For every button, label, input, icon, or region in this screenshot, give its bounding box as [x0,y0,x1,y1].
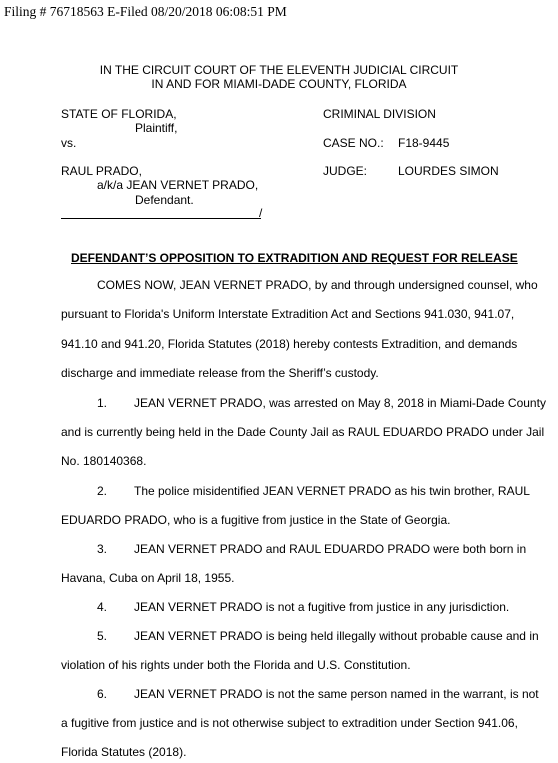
paragraph-line: JEAN VERNET PRADO is not a fugitive from justice in any jurisdiction. [134,600,510,614]
case-number-value: F18-9445 [398,136,450,150]
paragraph-line: The police misidentified JEAN VERNET PRADO as his twin brother, RAUL [134,484,530,498]
intro-line: pursuant to Florida's Uniform Interstate Extradition Act and Sections 941.030, 941.07, [61,307,515,321]
defendant-role: Defendant. [135,193,194,207]
paragraph-line: JEAN VERNET PRADO is not the same person named in the warrant, is not [134,687,539,701]
paragraph-line: No. 180140368. [61,454,147,468]
caption-slash: / [259,206,263,220]
paragraph-line: EDUARDO PRADO, who is a fugitive from justice in the State of Georgia. [61,513,451,527]
paragraph-number: 4. [97,600,108,614]
paragraph-line: a fugitive from justice and is not otherwise subject to extradition under Section 941.06, [61,716,518,730]
paragraph-line: Havana, Cuba on April 18, 1955. [61,571,235,585]
paragraph-line: violation of his rights under both the Florida and U.S. Constitution. [61,658,411,672]
court-heading-line-2: IN AND FOR MIAMI-DADE COUNTY, FLORIDA [151,77,407,91]
paragraph-line: and is currently being held in the Dade County Jail as RAUL EDUARDO PRADO under Jail [61,425,545,439]
plaintiff-role: Plaintiff, [135,121,178,135]
versus-label: vs. [61,136,77,150]
paragraph-line: JEAN VERNET PRADO, was arrested on May 8, 2018 in Miami-Dade County [134,396,546,410]
paragraph-number: 1. [97,396,108,410]
intro-line: discharge and immediate release from the Sheriff’s custody. [61,366,379,380]
filing-stamp: Filing # 76718563 E-Filed 08/20/2018 06:08:51 PM [4,4,287,19]
paragraph-line: Florida Statutes (2018). [61,745,187,759]
intro-line: COMES NOW, JEAN VERNET PRADO, by and through undersigned counsel, who [97,278,538,292]
division-label: CRIMINAL DIVISION [323,107,436,121]
paragraph-number: 3. [97,542,108,556]
judge-label: JUDGE: [323,164,368,178]
plaintiff-name: STATE OF FLORIDA, [61,107,177,121]
caption-signature-line [61,218,261,219]
paragraph-number: 5. [97,629,108,643]
document-title: DEFENDANT’S OPPOSITION TO EXTRADITION AND REQUEST FOR RELEASE [71,251,518,265]
defendant-aka: a/k/a JEAN VERNET PRADO, [97,178,259,192]
paragraph-line: JEAN VERNET PRADO and RAUL EDUARDO PRADO were both born in [134,542,527,556]
case-number-label: CASE NO.: [323,136,384,150]
paragraph-number: 6. [97,687,108,701]
court-heading-line-1: IN THE CIRCUIT COURT OF THE ELEVENTH JUDICIAL CIRCUIT [99,63,459,77]
judge-value: LOURDES SIMON [398,164,499,178]
defendant-name: RAUL PRADO, [61,164,142,178]
paragraph-number: 2. [97,484,108,498]
intro-line: 941.10 and 941.20, Florida Statutes (2018) hereby contests Extradition, and demands [61,337,518,351]
paragraph-line: JEAN VERNET PRADO is being held illegally without probable cause and in [134,629,539,643]
